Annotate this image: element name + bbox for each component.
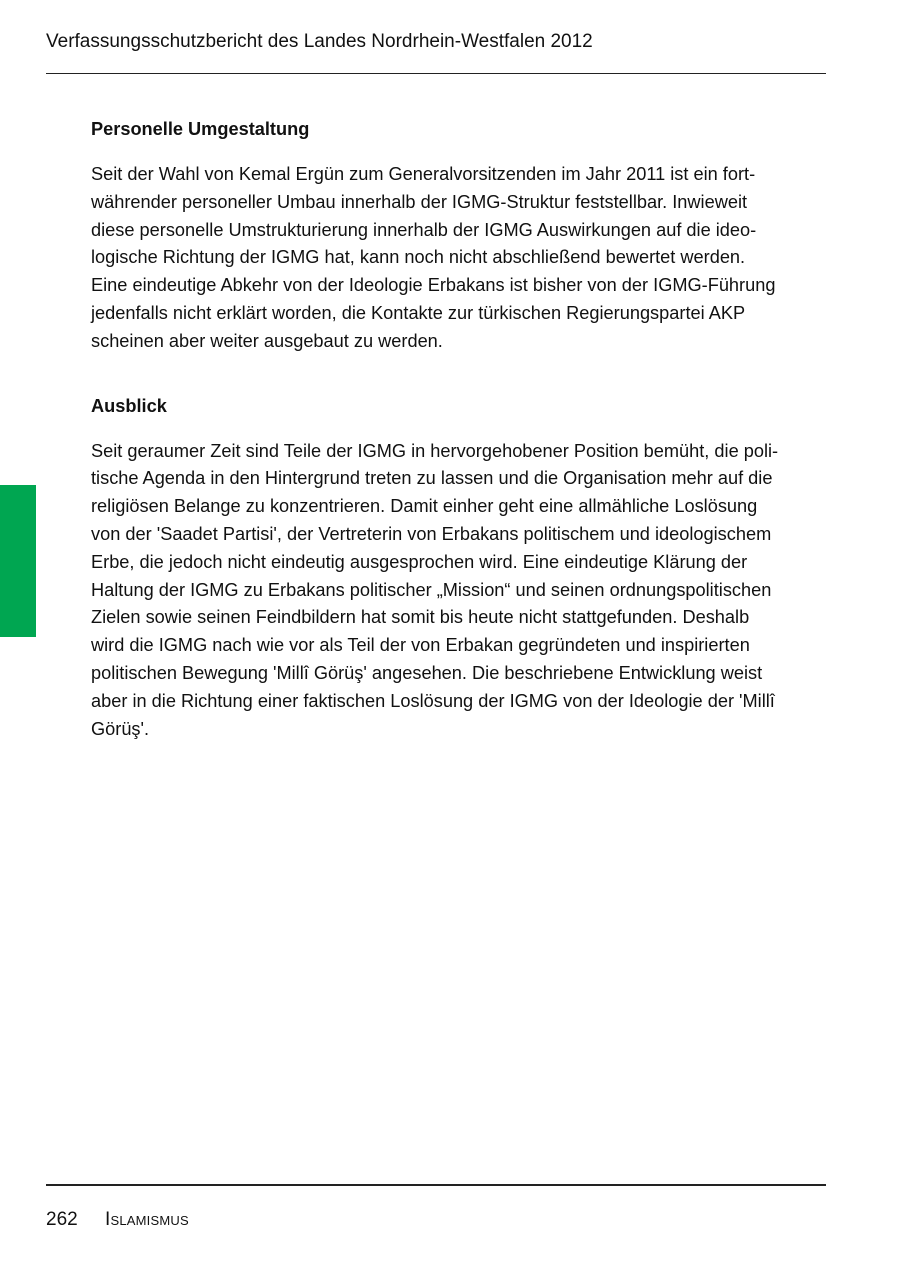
section-heading-personnel: Personelle Umgestaltung xyxy=(91,119,310,139)
paragraph-personnel: Seit der Wahl von Kemal Ergün zum Generalvorsitzenden im Jahr 2011 ist ein fort- währender personeller Umbau innerhalb der IGMG-Struktur feststellbar. Inwieweit diese personelle Umstrukturierung innerhalb der IGMG Auswirkungen auf die ideo- logische Richtung der IGMG hat, kann noch nicht abschließend bewertet werden. Eine eindeutige Abkehr von der Ideologie Erbakans ist bisher von der IGMG-Führung jedenfalls nicht erklärt worden, die Kontakte zur türkischen Regierungspartei AKP scheinen aber weiter ausgebaut zu werden. xyxy=(91,164,776,351)
page-footer xyxy=(46,1208,189,1232)
paragraph-outlook: Seit geraumer Zeit sind Teile der IGMG in hervorgehobener Position bemüht, die poli- tische Agenda in den Hintergrund treten zu lassen und die Organisation mehr auf die religiösen Belange zu konzentrieren. Damit einher geht eine allmähliche Loslösung von der 'Saadet Partisi', der Vertreterin von Erbakans politischem und ideologischem Erbe, die jedoch nicht eindeutig ausgesprochen wird. Eine eindeutige Klärung der Haltung der IGMG zu Erbakans politischer „Mission“ und seinen ordnungspolitischen Zielen sowie seinen Feindbildern hat somit bis heute nicht stattgefunden. Deshalb wird die IGMG nach wie vor als Teil der von Erbakan gegründeten und inspirierten politischen Bewegung 'Millî Görüş' angesehen. Die beschriebene Entwicklung weist aber in die Richtung einer faktischen Loslösung der IGMG von der Ideologie der 'Millî Görüş'. xyxy=(91,440,779,739)
main-content xyxy=(91,117,821,743)
footer-rule xyxy=(46,1184,826,1186)
running-header: Verfassungsschutzbericht des Landes Nordrhein-Westfalen 2012 xyxy=(46,31,593,52)
page-number: 262 xyxy=(46,1209,78,1230)
section-heading-outlook: Ausblick xyxy=(91,395,167,416)
header-rule xyxy=(46,73,826,74)
chapter-tab-marker xyxy=(0,485,36,637)
footer-section-title: Islamismus xyxy=(105,1209,189,1230)
